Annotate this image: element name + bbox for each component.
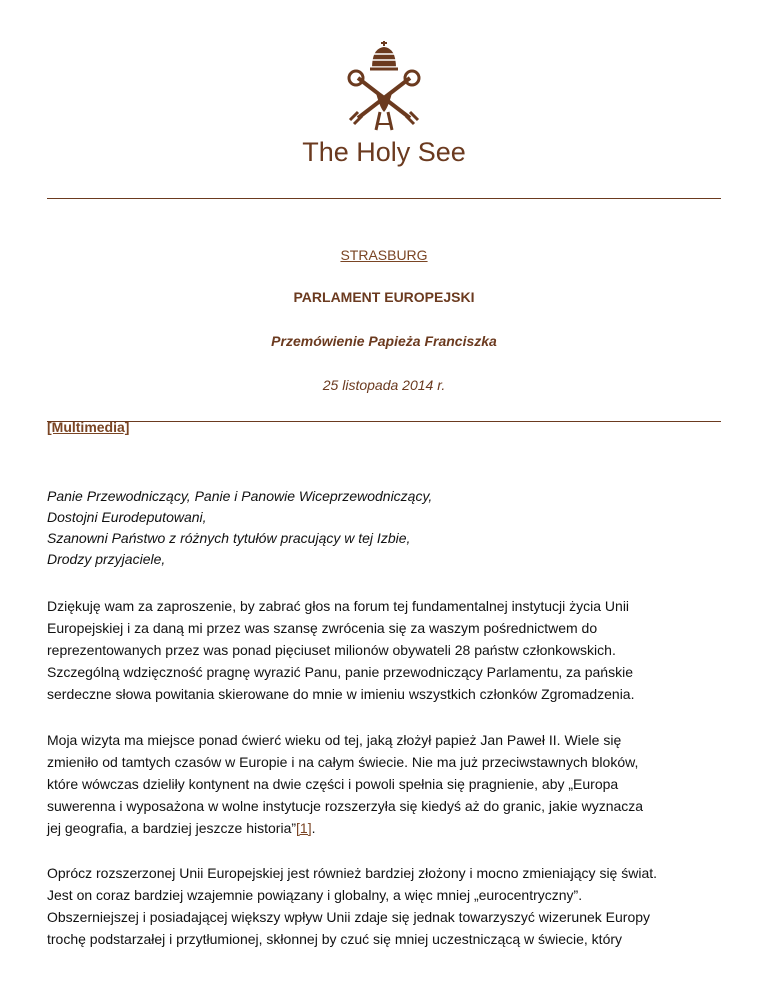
greeting-line: Panie Przewodniczący, Panie i Panowie Wiceprzewodniczący,	[47, 488, 433, 504]
paragraph-line: suwerenna i wyposażona w wolne instytucje rozszerzyła się kiedyś aż do granic, jakie wyznacza	[47, 798, 644, 814]
paragraph-line: które wówczas dzieliły kontynent na dwie części i powoli spełnia się pragnienie, aby „Europa	[47, 776, 619, 792]
greeting-block	[47, 486, 432, 570]
paragraph-line: Obszerniejszej i posiadającej większy wpływ Unii zdaje się jednak towarzyszyć wizerunek Europy	[47, 909, 651, 925]
paragraph-line: serdeczne słowa powitania skierowane do mnie w imieniu wszystkich członków Zgromadzenia.	[47, 686, 635, 702]
paragraph-line: reprezentowanych przez was ponad pięciuset milionów obywateli 28 państw członkowskich.	[47, 642, 616, 658]
city-link[interactable]: STRASBURG	[340, 247, 428, 263]
paragraph-line: Szczególną wdzięczność pragnę wyrazić Panu, panie przewodniczący Parlamentu, za pańskie	[47, 664, 633, 680]
paragraph-line: Jest on coraz bardziej wzajemnie powiązany i globalny, a więc mniej „eurocentryczny”.	[47, 887, 583, 903]
paragraph-3	[47, 862, 727, 950]
paragraph-line: Europejskiej i za daną mi przez was szansę zwrócenia się za waszym pośrednictwem do	[47, 620, 598, 636]
paragraph-line-with-footnote: jej geografia, a bardziej jeszcze historia”[1].	[47, 820, 316, 836]
institution-title: PARLAMENT EUROPEJSKI	[293, 289, 475, 305]
greeting-line: Dostojni Eurodeputowani,	[47, 509, 207, 525]
paragraph-line: zmieniło od tamtych czasów w Europie i na całym świecie. Nie ma już przeciwstawnych bloków,	[47, 754, 639, 770]
paragraph-line: Moja wizyta ma miejsce ponad ćwierć wieku od tej, jaką złożył papież Jan Paweł II. Wiele się	[47, 732, 622, 748]
speech-date: 25 listopada 2014 r.	[322, 377, 446, 393]
paragraph-line: trochę podstarzałej i przytłumionej, skłonnej by czuć się mniej uczestniczącą w świecie, który	[47, 931, 623, 947]
header-divider	[47, 198, 721, 199]
multimedia-link[interactable]: [Multimedia]	[47, 419, 130, 435]
site-title[interactable]: The Holy See	[302, 137, 466, 167]
paragraph-1	[47, 595, 727, 705]
papal-keys-tiara-emblem-icon	[340, 38, 428, 132]
city-line	[0, 247, 768, 263]
multimedia-divider	[47, 421, 721, 422]
speech-subtitle: Przemówienie Papieża Franciszka	[271, 333, 497, 349]
footnote-link[interactable]: [1]	[296, 820, 312, 836]
paragraph-line: Oprócz rozszerzonej Unii Europejskiej jest również bardziej złożony i mocno zmieniający się świat.	[47, 865, 658, 881]
paragraph-line: Dziękuję wam za zaproszenie, by zabrać głos na forum tej fundamentalnej instytucji życia Unii	[47, 598, 630, 614]
paragraph-2	[47, 729, 727, 839]
greeting-line: Drodzy przyjaciele,	[47, 551, 166, 567]
greeting-line: Szanowni Państwo z różnych tytułów pracujący w tej Izbie,	[47, 530, 411, 546]
